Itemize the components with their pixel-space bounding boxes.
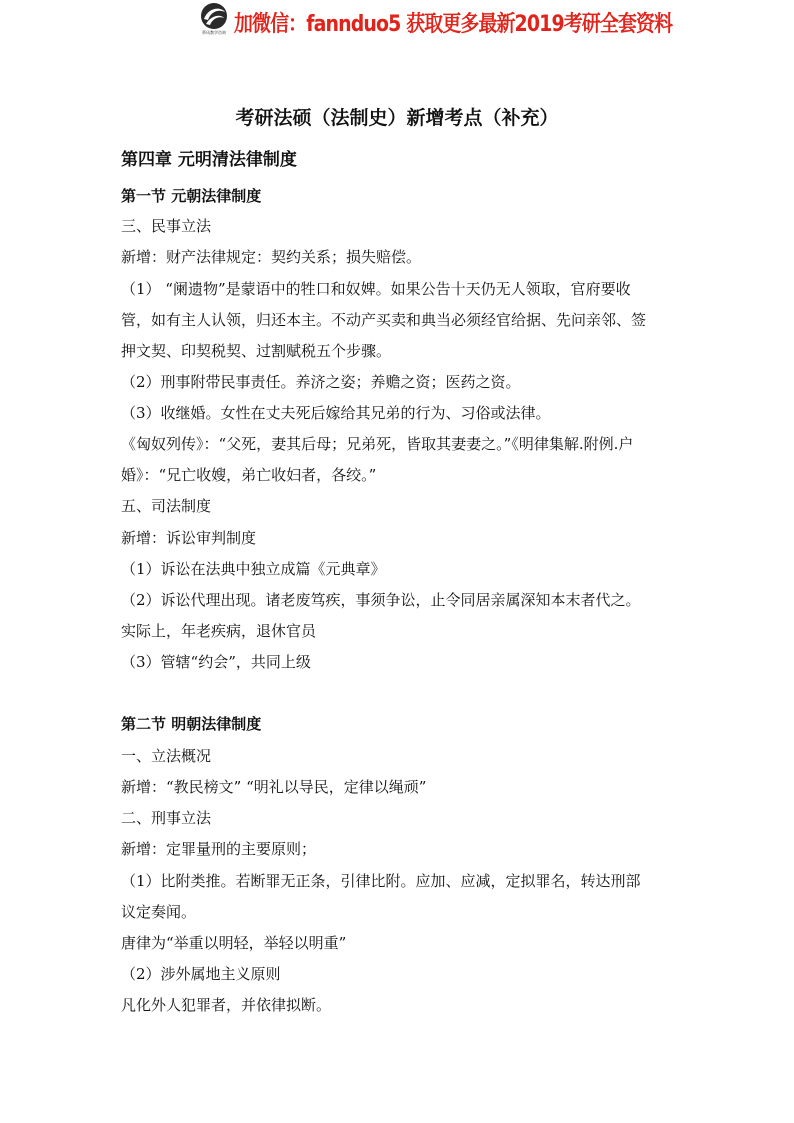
s1-b-p2: （2）诉讼代理出现。诸老废笃疾，事须争讼，止令同居亲属深知本末者代之。 xyxy=(121,591,641,609)
s1-a-p1-line3: 押文契、印契税契、过割赋税五个步骤。 xyxy=(121,342,392,360)
s1-b-p1: （1）诉讼在法典中独立成篇《元典章》 xyxy=(121,560,386,578)
s2-a-heading: 一、立法概况 xyxy=(121,747,212,765)
logo xyxy=(198,2,230,42)
document-title: 考研法硕（法制史）新增考点（补充） xyxy=(235,107,559,129)
s1-a-p4-line2: 婚》：“兄亡收嫂，弟亡收妇者，各绞。” xyxy=(121,466,377,484)
s2-b-heading: 二、刑事立法 xyxy=(121,809,212,827)
s2-b-p1b: 唐律为“举重以明轻，举轻以明重” xyxy=(121,934,347,952)
s1-a-heading: 三、民事立法 xyxy=(121,217,212,235)
s2-b-p1-line1: （1）比附类推。若断罪无正条，引律比附。应加、应减，定拟罪名，转达刑部 xyxy=(121,872,641,890)
s1-a-p1-line1: （1） “阑遗物”是蒙语中的牲口和奴婢。如果公告十天仍无人领取，官府要收 xyxy=(121,280,631,298)
s1-a-new: 新增：财产法律规定：契约关系；损失赔偿。 xyxy=(121,248,422,266)
s1-b-p2b: 实际上，年老疾病，退休官员 xyxy=(121,622,317,640)
s1-b-new: 新增：诉讼审判制度 xyxy=(121,529,257,547)
s1-b-p3: （3）管辖“约会”，共同上级 xyxy=(121,653,311,671)
swirl-logo-icon xyxy=(200,2,228,30)
s2-a-new: 新增：“教民榜文” “明礼以导民，定律以绳顽” xyxy=(121,778,427,796)
s1-a-p1-line2: 管，如有主人认领，归还本主。不动产买卖和典当必须经官给据、先问亲邻、签 xyxy=(121,311,647,329)
s1-a-p2: （2）刑事附带民事责任。养济之姿；养赡之资；医药之资。 xyxy=(121,373,521,391)
section-1-title: 第一节 元朝法律制度 xyxy=(121,187,262,205)
watermark-header xyxy=(198,2,743,42)
s1-a-p3: （3）收继婚。女性在丈夫死后嫁给其兄弟的行为、习俗或法律。 xyxy=(121,404,551,422)
s2-b-p1-line2: 议定奏闻。 xyxy=(121,903,197,921)
section-2-title: 第二节 明朝法律制度 xyxy=(121,715,262,733)
s2-b-p2b: 凡化外人犯罪者，并依律拟断。 xyxy=(121,996,332,1014)
s1-a-p4-line1: 《匈奴列传》：“父死，妻其后母；兄弟死，皆取其妻妻之。”《明律集解.附例.户 xyxy=(121,435,634,453)
s2-b-p2: （2）涉外属地主义原则 xyxy=(121,965,281,983)
promo-banner: 加微信：fannduo5 获取更多最新2019考研全套资料 xyxy=(234,11,673,37)
chapter-heading: 第四章 元明清法律制度 xyxy=(121,150,297,170)
s2-b-new: 新增：定罪量刑的主要原则； xyxy=(121,840,317,858)
logo-text: 慕风教学咨询 xyxy=(202,30,226,35)
s1-b-heading: 五、司法制度 xyxy=(121,497,212,515)
